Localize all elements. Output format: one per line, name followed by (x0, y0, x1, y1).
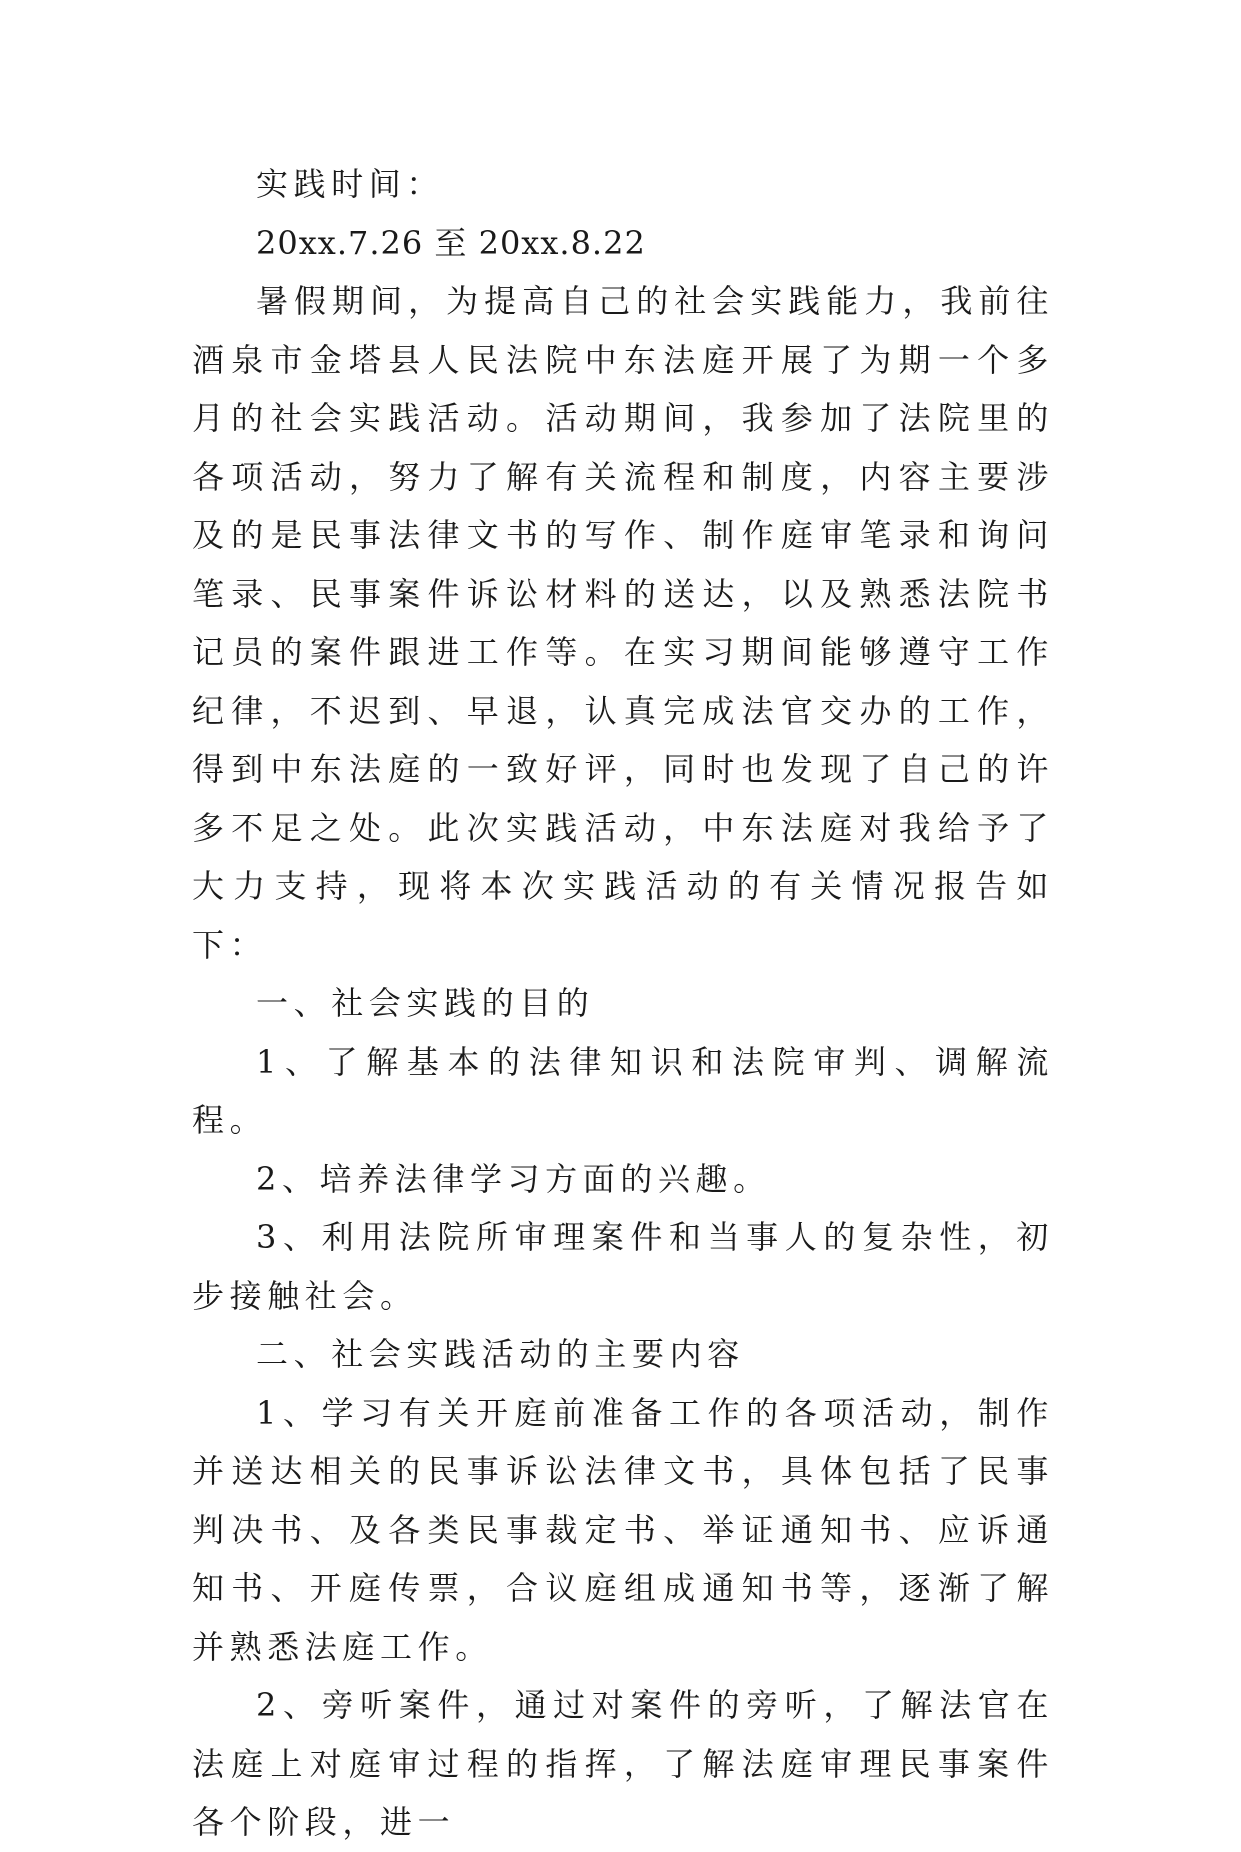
section-1-item: 2、培养法律学习方面的兴趣。 (256, 1159, 771, 1198)
section-1-item: 1、了解基本的法律知识和法院审判、调解流程。 (192, 1042, 1054, 1139)
section-2-heading: 二、社会实践活动的主要内容 (256, 1335, 745, 1373)
section-1-item: 3、利用法院所审理案件和当事人的复杂性，初步接触社会。 (192, 1218, 1054, 1315)
document-body (192, 155, 1054, 1852)
intro-paragraph: 暑假期间，为提高自己的社会实践能力，我前往酒泉市金塔县人民法院中东法庭开展了为期一个多月的社会实践活动。活动期间，我参加了法院里的各项活动，努力了解有关流程和制度，内容主要涉及的是民事法律文书的写作、制作庭审笔录和询问笔录、民事案件诉讼材料的送达，以及熟悉法院书记员的案件跟进工作等。在实习期间能够遵守工作纪律，不迟到、早退，认真完成法官交办的工作，得到中东法庭的一致好评，同时也发现了自己的许多不足之处。此次实践活动，中东法庭对我给予了大力支持，现将本次实践活动的有关情况报告如下： (192, 282, 1054, 964)
section-2-item: 2、旁听案件，通过对案件的旁听，了解法官在法庭上对庭审过程的指挥，了解法庭审理民事案件各个阶段，进一 (192, 1686, 1054, 1841)
practice-time-label: 实践时间： (256, 165, 445, 203)
section-2-item: 1、学习有关开庭前准备工作的各项活动，制作并送达相关的民事诉讼法律文书，具体包括了民事判决书、及各类民事裁定书、举证通知书、应诉通知书、开庭传票，合议庭组成通知书等，逐渐了解并熟悉法庭工作。 (192, 1393, 1054, 1666)
practice-time-range: 20xx.7.26 至 20xx.8.22 (256, 223, 646, 262)
section-1-heading: 一、社会实践的目的 (256, 984, 595, 1022)
